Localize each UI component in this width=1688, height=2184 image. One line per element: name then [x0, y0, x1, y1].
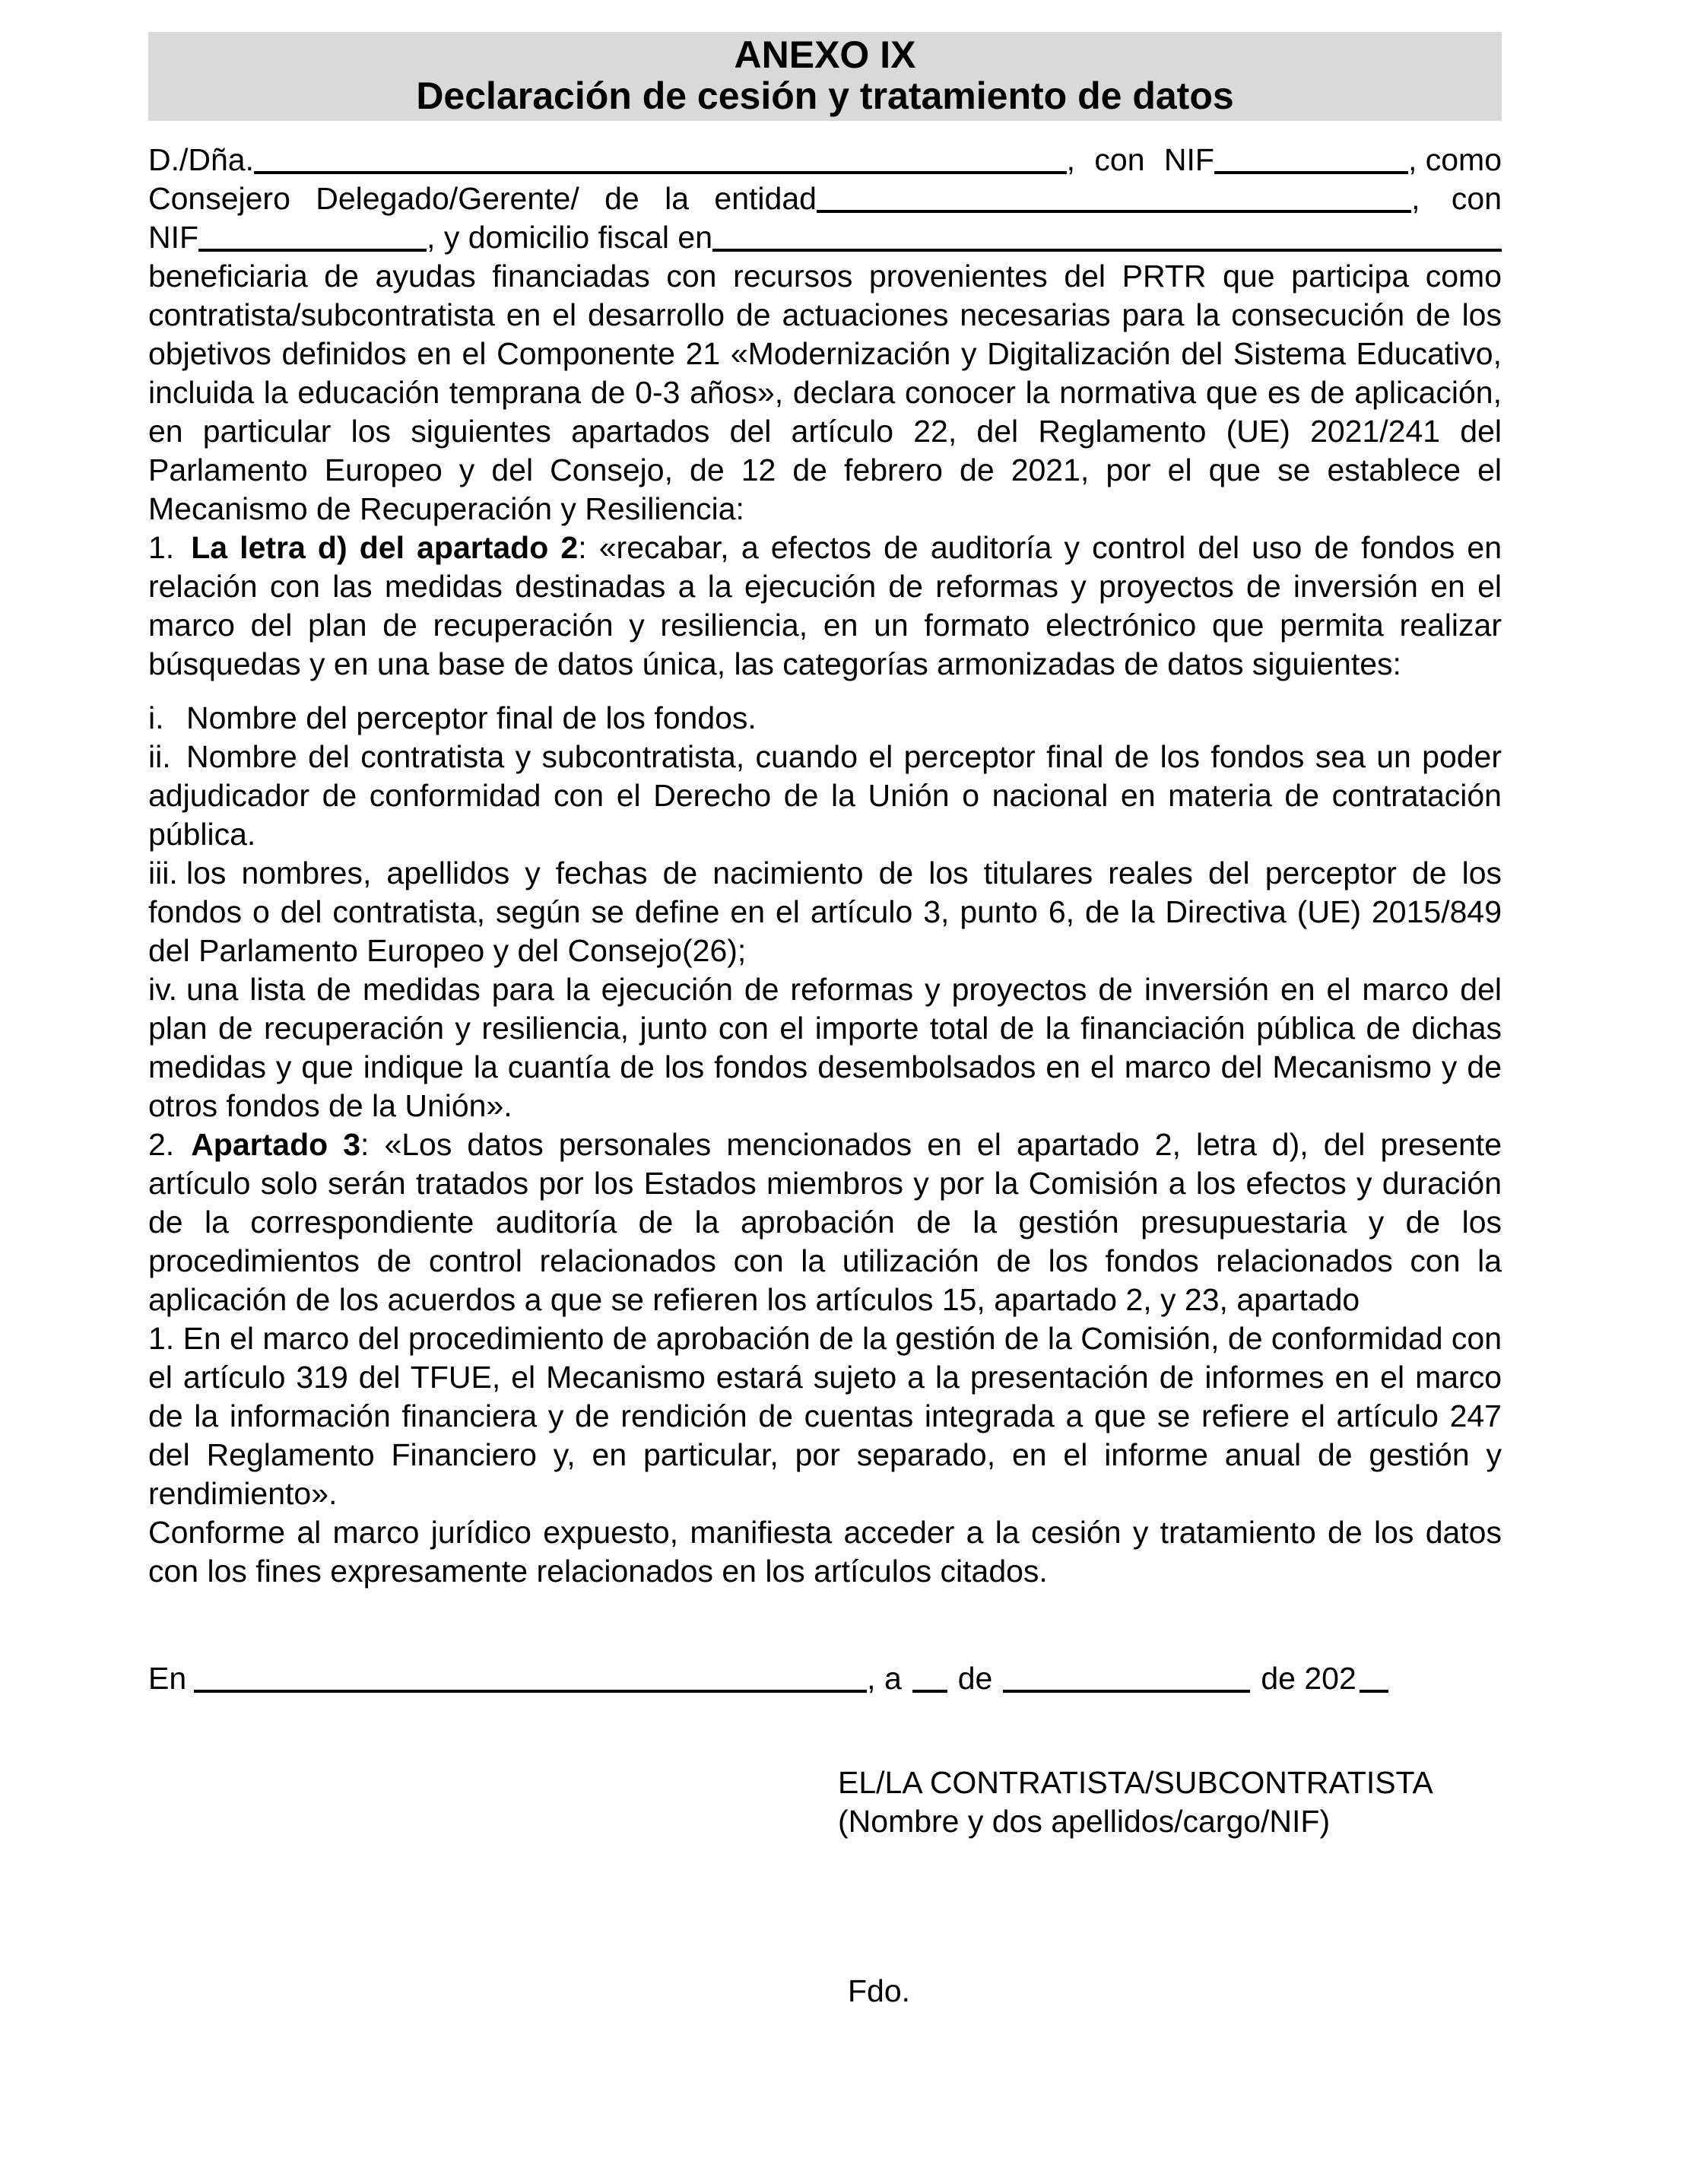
label-de-202: de 202 [1261, 1661, 1356, 1696]
list-item [148, 970, 1502, 1125]
fill-line-1 [148, 141, 1502, 179]
label-con: , con [1411, 181, 1502, 216]
label-de: de [957, 1661, 993, 1696]
item-1-number: 1. [148, 530, 175, 565]
list-marker: i. [148, 700, 164, 735]
label-con-nif: , con NIF [1066, 142, 1214, 177]
city-blank[interactable] [194, 1690, 867, 1693]
label-d-dna: D./Dña. [148, 142, 254, 177]
paragraph-beneficiaria: beneficiaria de ayudas financiadas con recursos provenientes del PRTR que participa como contratista/subcontratista en el desarrollo de actuaciones necesarias para la consecución de los objetivos definidos en el Componente 21 «Modernización y Digitalización del Sistema Educativo, incluida la educación temprana de 0-3 años», declara conocer la normativa que es de aplicación, en particular los siguientes apartados del artículo 22, del Reglamento (UE) 2021/241 del Parlamento Europeo y del Consejo, de 12 de febrero de 2021, por el que se establece el Mecanismo de Recuperación y Resiliencia: [148, 259, 1502, 526]
label-a: , a [867, 1661, 902, 1696]
item-2-number: 2. [148, 1127, 175, 1162]
item-2-continuation: 1. En el marco del procedimiento de aprobación de la gestión de la Comisión, de conformidad con el artículo 319 del TFUE, el Mecanismo estará sujeto a la presentación de informes en el marco de la información financiera y de rendición de cuentas integrada a que se refiere el artículo 247 del Reglamento Financiero y, en particular, por separado, en el informe anual de gestión y rendimiento». [148, 1321, 1502, 1511]
item-1-text: : «recabar, a efectos de auditoría y control del uso de fondos en relación con las medidas destinadas a la ejecución de reformas y proyectos de inversión en el marco del plan de recuperación y resiliencia, en un formato electrónico que permita realizar búsquedas y en una base de datos única, las categorías armonizadas de datos siguientes: [148, 530, 1502, 681]
day-blank[interactable] [912, 1690, 947, 1693]
label-nif: NIF [148, 220, 199, 255]
signature-fdo: Fdo. [848, 1973, 911, 2008]
item-1-bold: La letra d) del apartado 2 [191, 530, 579, 565]
list-item [148, 854, 1502, 970]
paragraph-conforme: Conforme al marco jurídico expuesto, manifiesta acceder a la cesión y tratamiento de los datos con los fines expresamente relacionados en los artículos citados. [148, 1515, 1502, 1589]
signature-block [838, 1763, 1502, 1841]
list-marker: iii. [148, 856, 178, 890]
label-en: En [148, 1661, 187, 1696]
entity-blank[interactable] [817, 210, 1411, 213]
signature-role: EL/LA CONTRATISTA/SUBCONTRATISTA [838, 1765, 1433, 1800]
item-2 [148, 1125, 1502, 1319]
address-blank[interactable] [712, 249, 1502, 252]
list-text: Nombre del perceptor final de los fondos. [186, 700, 757, 735]
list-text: Nombre del contratista y subcontratista, cuando el perceptor final de los fondos sea un poder adjudicador de conformidad con el Derecho de la Unión o nacional en materia de contratación pública. [148, 739, 1502, 852]
document-header [148, 32, 1502, 121]
item-2-bold: Apartado 3 [191, 1127, 361, 1162]
list-text: una lista de medidas para la ejecución de reformas y proyectos de inversión en el marco del plan de recuperación y resiliencia, junto con el importe total de la financiación pública de dichas medidas y que indique la cuantía de los fondos desembolsados en el marco del Mecanismo y de otros fondos de la Unión». [148, 972, 1502, 1123]
list-marker: ii. [148, 739, 171, 774]
roman-list [148, 699, 1502, 1125]
fill-line-3 [148, 218, 1502, 257]
signature-hint: (Nombre y dos apellidos/cargo/NIF) [838, 1804, 1331, 1839]
document-title: Declaración de cesión y tratamiento de datos [416, 75, 1234, 117]
list-item [148, 699, 1502, 738]
date-line [148, 1659, 1502, 1698]
fill-line-2 [148, 179, 1502, 218]
item-1 [148, 529, 1502, 684]
label-consejero: Consejero Delegado/Gerente/ de la entidad [148, 181, 817, 216]
list-text: los nombres, apellidos y fechas de nacimiento de los titulares reales del perceptor de los fondos o del contratista, según se define en el artículo 3, punto 6, de la Directiva (UE) 2015/849 del Parlamento Europeo y del Consejo(26); [148, 856, 1502, 968]
year-blank[interactable] [1360, 1690, 1388, 1693]
list-item [148, 738, 1502, 854]
label-como: , como [1407, 142, 1502, 177]
label-domicilio: , y domicilio fiscal en [427, 220, 713, 255]
month-blank[interactable] [1003, 1690, 1250, 1693]
intro-fill-in-block [148, 141, 1502, 257]
nif1-blank[interactable] [1214, 171, 1408, 174]
list-marker: iv. [148, 972, 177, 1007]
name-blank[interactable] [254, 171, 1067, 174]
annex-title: ANEXO IX [734, 33, 916, 76]
nif2-blank[interactable] [198, 249, 427, 252]
item-2-text: : «Los datos personales mencionados en el apartado 2, letra d), del presente artículo solo serán tratados por los Estados miembros y por la Comisión a los efectos y duración de la correspondiente auditoría de la aprobación de la gestión presupuestaria y de los procedimientos de control relacionados con la utilización de los fondos relacionados con la aplicación de los acuerdos a que se refieren los artículos 15, apartado 2, y 23, apartado [148, 1127, 1502, 1317]
